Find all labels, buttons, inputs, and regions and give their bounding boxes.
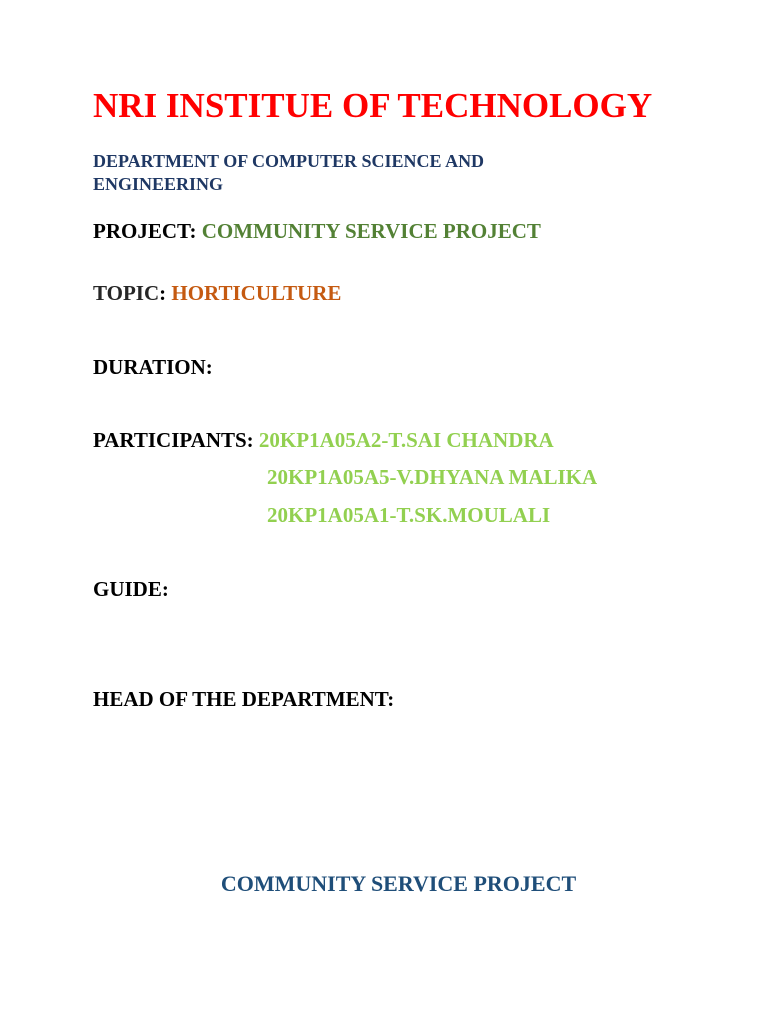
project-value: COMMUNITY SERVICE PROJECT bbox=[201, 219, 541, 243]
guide-line bbox=[93, 577, 169, 602]
hod-line bbox=[93, 687, 394, 712]
topic-separator: : bbox=[159, 281, 167, 305]
project-label: PROJECT bbox=[93, 219, 190, 243]
department-name: DEPARTMENT OF COMPUTER SCIENCE AND ENGINEERING bbox=[93, 151, 485, 194]
project-line bbox=[93, 219, 541, 244]
guide-label: GUIDE: bbox=[93, 577, 169, 601]
participant-item: 20KP1A05A5-V.DHYANA MALIKA bbox=[267, 465, 598, 489]
participants-label: PARTICIPANTS: bbox=[93, 428, 254, 452]
participants-line bbox=[93, 428, 554, 453]
institute-title: NRI INSTITUE OF TECHNOLOGY bbox=[93, 86, 653, 125]
project-separator: : bbox=[189, 219, 197, 243]
hod-label: HEAD OF THE DEPARTMENT: bbox=[93, 687, 395, 711]
topic-label: TOPIC bbox=[93, 281, 160, 305]
duration-label: DURATION: bbox=[93, 355, 213, 379]
participant-item: 20KP1A05A2-T.SAI CHANDRA bbox=[258, 428, 554, 452]
footer-title: COMMUNITY SERVICE PROJECT bbox=[220, 871, 577, 896]
participant-item: 20KP1A05A1-T.SK.MOULALI bbox=[267, 503, 551, 527]
topic-value: HORTICULTURE bbox=[171, 281, 342, 305]
topic-line bbox=[93, 281, 341, 306]
duration-line bbox=[93, 355, 213, 380]
